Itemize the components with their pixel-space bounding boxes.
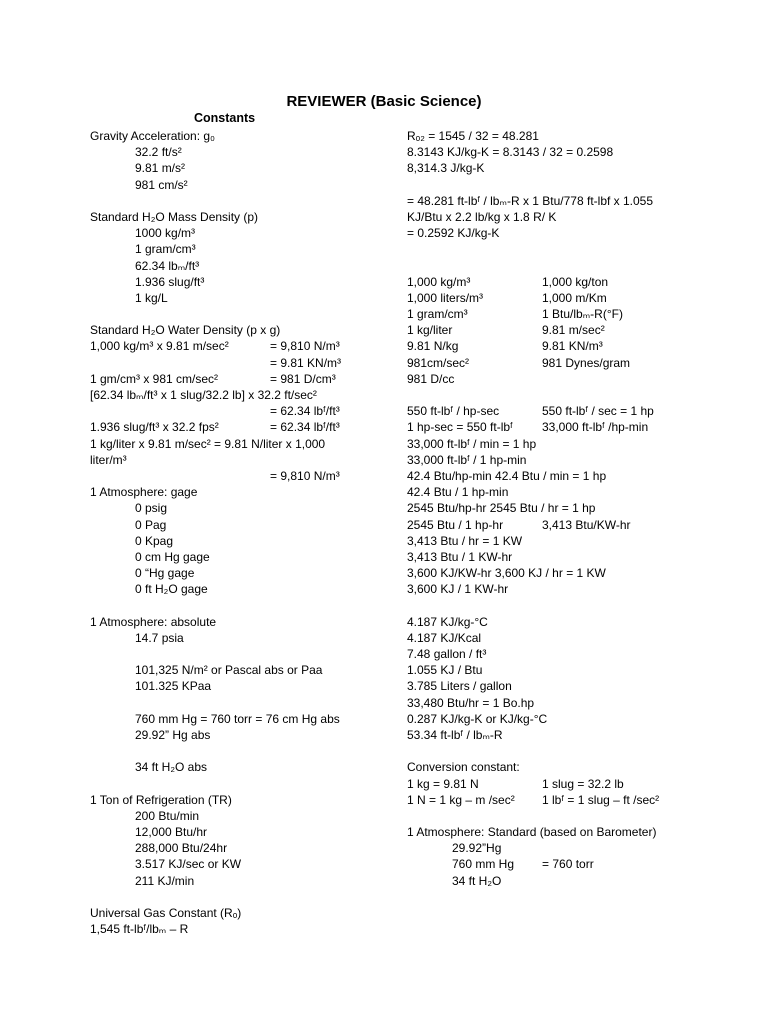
refrigeration-value: 288,000 Btu/24hr — [135, 841, 228, 856]
power-line: 3,600 KJ/KW-hr 3,600 KJ / hr = 1 KW — [407, 566, 606, 581]
pair-row — [407, 306, 687, 322]
atm-std-row — [407, 856, 687, 872]
gas-constant-value: 1,545 ft-lbᶠ/lbₘ – R — [90, 922, 189, 937]
ro2-line: 8,314.3 J/kg-K — [407, 161, 485, 176]
water-density-label: Standard H₂O Water Density (p x g) — [90, 323, 281, 338]
power-row — [407, 517, 687, 533]
atm-abs-value: 760 mm Hg = 760 torr = 76 cm Hg abs — [135, 711, 340, 726]
atm-gage-value: 0 cm Hg gage — [135, 549, 210, 564]
water-density-expr: 1 kg/liter x 9.81 m/sec² = 9.81 N/liter x 1,000 — [90, 436, 326, 451]
atm-gage-value: 0 psig — [135, 501, 168, 516]
atm-abs-value: 101.325 KPaa — [135, 679, 212, 694]
power-line: 33,000 ft-lbᶠ / 1 hp-min — [407, 452, 527, 467]
atm-abs-value: 29.92” Hg abs — [135, 727, 211, 742]
atm-gage-value: 0 Kpag — [135, 533, 174, 548]
power-line: 33,000 ft-lbᶠ / min = 1 hp — [407, 436, 537, 451]
conversion-constant-label: Conversion constant: — [407, 760, 520, 775]
pair-left: 981cm/sec² — [407, 355, 470, 370]
mass-density-value: 1 kg/L — [135, 290, 168, 305]
refrigeration-value: 3.517 KJ/sec or KW — [135, 857, 242, 872]
page-title: REVIEWER (Basic Science) — [286, 93, 482, 110]
pair-left: 1 gram/cm³ — [407, 307, 468, 322]
power-left: 550 ft-lbᶠ / hp-sec — [407, 404, 500, 419]
pair-row — [407, 371, 687, 387]
atm-abs-value: 34 ft H₂O abs — [135, 760, 208, 775]
misc-line: 33,480 Btu/hr = 1 Bo.hp — [407, 695, 535, 710]
power-line: 42.4 Btu / 1 hp-min — [407, 485, 509, 500]
conversion-line: = 0.2592 KJ/kg-K — [407, 226, 500, 241]
refrigeration-value: 211 KJ/min — [135, 873, 195, 888]
pair-row — [407, 290, 687, 306]
atm-std-value: 760 mm Hg — [452, 857, 515, 872]
power-line: 3,413 Btu / hr = 1 KW — [407, 533, 523, 548]
conversion-line: = 48.281 ft-lbᶠ / lbₘ-R x 1 Btu/778 ft-lbf x 1.055 — [407, 193, 654, 208]
water-density-result: = 9,810 N/m³ — [270, 468, 340, 483]
water-density-line — [90, 338, 390, 354]
atm-std-equiv: = 760 torr — [542, 857, 594, 872]
atm-gage-value: 0 ft H₂O gage — [135, 582, 208, 597]
power-left: 1 hp-sec = 550 ft-lbᶠ — [407, 420, 513, 435]
gravity-label: Gravity Acceleration: g₀ — [90, 129, 216, 143]
misc-line: 7.48 gallon / ft³ — [407, 647, 487, 661]
conversion-right: 1 lbᶠ = 1 slug – ft /sec² — [542, 792, 660, 807]
pair-left: 1 kg/liter — [407, 323, 453, 338]
power-line: 3,413 Btu / 1 KW-hr — [407, 549, 513, 564]
misc-line: 4.187 KJ/Kcal — [407, 630, 482, 645]
gas-constant-label: Universal Gas Constant (Rₒ) — [90, 906, 242, 920]
conversion-right: 1 slug = 32.2 lb — [542, 776, 624, 791]
atm-std-label: 1 Atmosphere: Standard (based on Barometer) — [407, 825, 657, 840]
gravity-value: 981 cm/s² — [135, 177, 188, 192]
conversion-left: 1 N = 1 kg – m /sec² — [407, 792, 515, 807]
gravity-value: 9.81 m/s² — [135, 161, 186, 176]
water-density-expr: [62.34 lbₘ/ft³ x 1 slug/32.2 lb] x 32.2 ft/sec² — [90, 388, 317, 402]
power-right: 550 ft-lbᶠ / sec = 1 hp — [542, 404, 654, 419]
power-right: 3,413 Btu/KW-hr — [542, 517, 631, 532]
pair-left: 9.81 N/kg — [407, 339, 459, 354]
pair-row — [407, 322, 687, 338]
atm-abs-value: 101,325 N/m² or Pascal abs or Paa — [135, 663, 323, 678]
power-line: 3,600 KJ / 1 KW-hr — [407, 582, 509, 597]
left-column — [90, 128, 390, 937]
water-density-line — [90, 371, 390, 387]
mass-density-value: 1 gram/cm³ — [135, 242, 196, 257]
water-density-result: = 9,810 N/m³ — [270, 339, 340, 354]
pair-right: 9.81 KN/m³ — [542, 339, 603, 354]
water-density-expr: 1.936 slug/ft³ x 32.2 fps² — [90, 420, 219, 435]
water-density-line — [90, 355, 390, 371]
power-right: 33,000 ft-lbᶠ /hp-min — [542, 420, 649, 435]
water-density-expr: 1,000 kg/m³ x 9.81 m/sec² — [90, 339, 229, 354]
pair-row — [407, 338, 687, 354]
right-column — [407, 128, 687, 889]
water-density-result: = 9.81 KN/m³ — [270, 355, 342, 370]
misc-line: 53.34 ft-lbᶠ / lbₘ-R — [407, 727, 503, 742]
water-density-expr: liter/m³ — [90, 452, 127, 467]
water-density-result: = 62.34 lbᶠ/ft³ — [270, 404, 340, 419]
conversion-left: 1 kg = 9.81 N — [407, 776, 479, 791]
mass-density-value: 1000 kg/m³ — [135, 226, 196, 241]
power-left: 2545 Btu / 1 hp-hr — [407, 517, 504, 532]
misc-line: 1.055 KJ / Btu — [407, 663, 483, 678]
mass-density-value: 62.34 lbₘ/ft³ — [135, 258, 200, 273]
mass-density-label: Standard H₂O Mass Density (p) — [90, 209, 259, 224]
pair-right: 1 Btu/lbₘ-R(°F) — [542, 307, 623, 322]
power-row — [407, 403, 687, 419]
atm-gage-value: 0 “Hg gage — [135, 566, 195, 581]
water-density-expr: 1 gm/cm³ x 981 cm/sec² — [90, 371, 219, 386]
pair-left: 981 D/cc — [407, 371, 455, 386]
conversion-row — [407, 776, 687, 792]
refrigeration-value: 12,000 Btu/hr — [135, 825, 208, 840]
atm-abs-value: 14.7 psia — [135, 630, 184, 645]
mass-density-value: 1.936 slug/ft³ — [135, 274, 205, 289]
ro2-line: 8.3143 KJ/kg-K = 8.3143 / 32 = 0.2598 — [407, 145, 614, 160]
section-heading: Constants — [194, 111, 256, 125]
atm-abs-label: 1 Atmosphere: absolute — [90, 614, 217, 629]
water-density-line — [90, 468, 390, 484]
water-density-result: = 981 D/cm³ — [270, 371, 336, 386]
pair-right: 9.81 m/sec² — [542, 323, 605, 338]
pair-right: 1,000 m/Km — [542, 290, 607, 305]
pair-right: 981 Dynes/gram — [542, 355, 631, 370]
atm-std-value: 29.92”Hg — [452, 841, 502, 856]
ro2-line: Rₒ₂ = 1545 / 32 = 48.281 — [407, 129, 539, 143]
pair-row — [407, 274, 687, 290]
pair-row — [407, 355, 687, 371]
misc-line: 3.785 Liters / gallon — [407, 679, 512, 694]
misc-line: 0.287 KJ/kg-K or KJ/kg-°C — [407, 711, 548, 726]
gravity-value: 32.2 ft/s² — [135, 145, 182, 160]
power-line: 42.4 Btu/hp-min 42.4 Btu / min = 1 hp — [407, 468, 607, 483]
water-density-result: = 62.34 lbᶠ/ft³ — [270, 420, 340, 435]
atm-std-value: 34 ft H₂O — [452, 873, 502, 888]
power-row — [407, 419, 687, 435]
conversion-line: KJ/Btu x 2.2 lb/kg x 1.8 R/ K — [407, 209, 557, 224]
water-density-line — [90, 419, 390, 435]
refrigeration-value: 200 Btu/min — [135, 808, 200, 823]
atm-gage-label: 1 Atmosphere: gage — [90, 485, 198, 500]
atm-gage-value: 0 Pag — [135, 517, 167, 532]
pair-left: 1,000 kg/m³ — [407, 274, 471, 289]
refrigeration-label: 1 Ton of Refrigeration (TR) — [90, 792, 232, 807]
conversion-row — [407, 792, 687, 808]
pair-left: 1,000 liters/m³ — [407, 290, 484, 305]
power-line: 2545 Btu/hp-hr 2545 Btu / hr = 1 hp — [407, 501, 596, 516]
pair-right: 1,000 kg/ton — [542, 274, 609, 289]
misc-line: 4.187 KJ/kg-°C — [407, 614, 488, 629]
water-density-line — [90, 403, 390, 419]
